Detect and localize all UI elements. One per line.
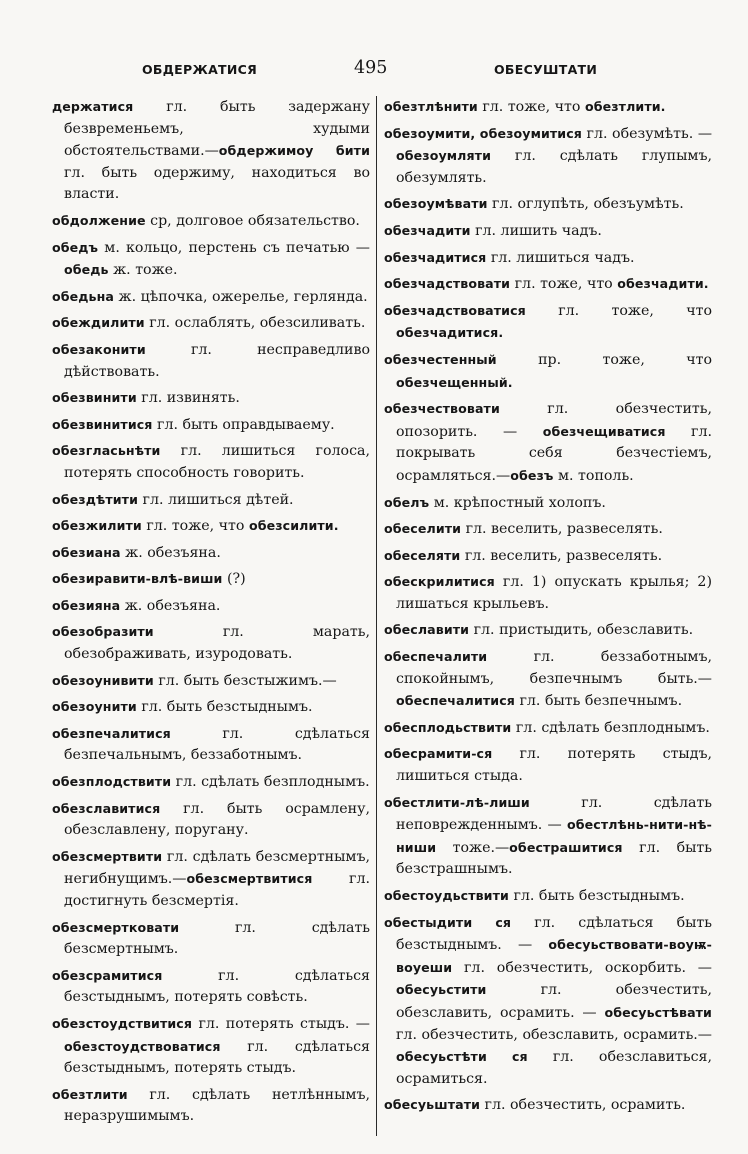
headword: обезчадитися. — [396, 325, 504, 341]
dictionary-entry — [52, 339, 370, 383]
definition-text: гл. лишить чадъ. — [470, 222, 602, 239]
definition-text: гл. пристыдить, обезславить. — [469, 622, 694, 639]
headword: обестрашитися — [509, 839, 623, 855]
column-divider — [376, 96, 377, 1136]
headword: обестоудьствити — [384, 888, 509, 903]
headword: обдолжение — [52, 212, 146, 228]
dictionary-entry — [52, 798, 370, 842]
left-column — [52, 96, 370, 1132]
headword: обезсрамитися — [52, 967, 163, 983]
definition-text: гл. веселить, развеселять. — [460, 547, 663, 564]
definition-text: м. кольцо, перстень съ печатью — — [98, 239, 370, 256]
definition-text: ж. обезъяна. — [120, 597, 221, 614]
definition-text: гл. быть безстыднымъ. — [136, 699, 313, 716]
definition-text: тоже.— — [436, 839, 510, 856]
headword: обезстоудствоватися — [64, 1038, 221, 1054]
headword: обесрамити-ся — [384, 746, 493, 762]
headword: обелъ — [384, 494, 430, 510]
dictionary-entry — [384, 571, 712, 615]
headword: держатися — [52, 99, 134, 114]
dictionary-entry — [384, 193, 712, 216]
definition-text: гл. оглупѣть, обезъумѣть. — [487, 196, 684, 213]
headword: обесуьстѣти ся — [396, 1049, 528, 1065]
headword: обезъ — [510, 467, 554, 483]
definition-text: гл. сдѣлаться безстыднымъ, потерять стыдъ. — [64, 1038, 370, 1077]
headword: обестыдити ся — [384, 914, 512, 930]
headword: обеселити — [384, 521, 462, 537]
dictionary-entry — [52, 696, 370, 719]
dictionary-entry — [384, 300, 712, 345]
dictionary-entry — [52, 515, 370, 538]
dictionary-entry — [384, 398, 712, 487]
headword: обезобразити — [52, 624, 154, 640]
dictionary-entry — [384, 123, 712, 190]
definition-text: гл. тоже, что — [525, 302, 712, 319]
definition-text: гл. потерять стыдъ, лишиться стыда. — [396, 746, 712, 785]
dictionary-entry — [384, 619, 712, 642]
definition-text: гл. обезчестить, обезславить, осрамить.— — [396, 1026, 712, 1043]
dictionary-entry — [384, 545, 712, 568]
headword: обеславити — [384, 622, 470, 638]
right-column — [384, 96, 712, 1121]
dictionary-entry — [52, 387, 370, 410]
definition-text: гл. сдѣлать безплоднымъ. — [511, 719, 710, 736]
headword: обесплодьствити — [384, 719, 512, 735]
definition-text: ж. цѣпочка, ожерелье, герлянда. — [114, 288, 368, 305]
definition-text: гл. обезчестить, осрамить. — [480, 1097, 686, 1114]
definition-text: гл. обезчестить, обезславить, осрамить. — — [396, 982, 712, 1021]
headword: обеселяти — [384, 547, 461, 563]
headword: обезвинити — [52, 390, 137, 406]
headword: обедьна — [52, 288, 115, 304]
dictionary-entry — [52, 237, 370, 282]
headword: обезиана — [52, 544, 121, 560]
headword: обезияна — [52, 597, 121, 613]
headword: обезвинитися — [52, 416, 153, 432]
definition-text: гл. быть одержиму, находиться во власти. — [64, 164, 370, 203]
headword: обезгласьнѣти — [52, 443, 161, 459]
definition-text: гл. беззаботнымъ, спокойнымъ, безпечнымъ быть.— — [396, 649, 712, 687]
dictionary-entry — [52, 210, 370, 233]
headword: обезиравити-влѣ-виши — [52, 571, 223, 587]
dictionary-entry — [384, 717, 712, 740]
definition-text: гл. обезчестить, опозорить. — — [396, 401, 712, 440]
dictionary-entry — [52, 96, 370, 206]
definition-text: гл. потерять стыдъ. — — [192, 1015, 370, 1032]
headword: обесуьстити — [396, 982, 487, 998]
definition-text: гл. обезумѣть. — — [581, 125, 713, 142]
dictionary-entry — [384, 885, 712, 908]
definition-text: гл. лишиться дѣтей. — [138, 491, 294, 508]
headword: обесуьштати — [384, 1097, 481, 1113]
dictionary-entry — [384, 792, 712, 881]
definition-text: гл. лишиться чадъ. — [486, 249, 635, 266]
definition-text: гл. быть задержану безвременьемъ, худыми обстоятельствами.— — [64, 99, 370, 160]
definition-text: гл. сдѣлаться безпечальнымъ, беззаботнымъ. — [64, 725, 370, 764]
definition-text: гл. марать, обезображивать, изуродовать. — [64, 624, 370, 663]
definition-text: ж. обезъяна. — [120, 544, 221, 561]
dictionary-entry — [52, 723, 370, 767]
headword: обезсмертвити — [52, 848, 163, 864]
dictionary-entry — [384, 96, 712, 119]
headword: обезтлити. — [584, 99, 666, 114]
headword: обезчадствовати — [384, 276, 511, 292]
dictionary-entry — [52, 771, 370, 794]
definition-text: гл. достигнуть безсмертія. — [64, 871, 370, 909]
definition-text: гл. веселить, развеселять. — [461, 521, 663, 538]
definition-text: гл. тоже, что — [141, 518, 249, 535]
dictionary-entry — [384, 912, 712, 1091]
definition-text: гл. сдѣлаться безстыднымъ, потерять совѣсть. — [64, 967, 370, 1006]
headword: обеждилити — [52, 315, 145, 331]
headword: обезжилити — [52, 518, 142, 534]
dictionary-entry — [52, 286, 370, 309]
headword: обезтлѣнити — [384, 99, 478, 114]
definition-text: гл. сдѣлать неповрежденнымъ. — — [396, 794, 712, 834]
headword: обезчещиватися — [542, 423, 666, 439]
dictionary-entry — [384, 518, 712, 541]
headword: обеспечалити — [384, 649, 488, 665]
dictionary-entry — [384, 273, 712, 296]
headword: обезчествовати — [384, 401, 500, 417]
dictionary-entry — [52, 489, 370, 512]
dictionary-entry — [52, 621, 370, 665]
dictionary-entry — [384, 646, 712, 713]
dictionary-entry — [52, 965, 370, 1009]
definition-text: гл. обезславиться, осрамиться. — [396, 1049, 712, 1087]
dictionary-entry — [384, 349, 712, 394]
definition-text: м. тополь. — [553, 467, 634, 484]
headword: обесуьстѣвати — [604, 1004, 712, 1020]
dictionary-entry — [52, 595, 370, 618]
dictionary-entry — [52, 414, 370, 437]
headword: обезчадитися — [384, 249, 487, 265]
headword: обезчадити. — [617, 276, 709, 292]
dictionary-entry — [52, 846, 370, 913]
dictionary-entry — [52, 670, 370, 693]
definition-text: гл. быть безстыжимъ.— — [153, 672, 337, 689]
page-header — [0, 58, 748, 84]
headword: обезоунивити — [52, 672, 154, 688]
page-number: 495 — [354, 58, 388, 78]
definition-text: гл. лишиться голоса, потерять способность говорить. — [64, 443, 370, 481]
dictionary-entry — [384, 1094, 712, 1117]
dictionary-entry — [52, 917, 370, 961]
definition-text: (?) — [222, 571, 246, 588]
headword: обезсмертвитися — [186, 871, 313, 887]
headword: обезплодствити — [52, 774, 172, 790]
headword: обедь — [64, 262, 109, 278]
dictionary-entry — [52, 568, 370, 591]
dictionary-entry — [52, 440, 370, 484]
dictionary-entry — [52, 542, 370, 565]
headword: обезпечалитися — [52, 725, 171, 741]
definition-text: гл. быть безстыднымъ. — [508, 888, 685, 904]
headword: обезоумити, обезоумитися — [384, 125, 582, 141]
headword: обескрилитися — [384, 574, 495, 590]
headword: обезчадствоватися — [384, 302, 526, 318]
headword: обеспечалитися — [396, 693, 515, 709]
headword: обезславитися — [52, 800, 161, 816]
definition-text: гл. извинять. — [136, 390, 240, 407]
definition-text: гл. несправедливо дѣйствовать. — [64, 341, 370, 380]
definition-text: гл. сдѣлать безсмертнымъ. — [64, 919, 370, 958]
headword: обезчещенный. — [396, 374, 513, 390]
headword: обесуьствовати-воуѭ-воуеши — [396, 937, 712, 975]
definition-text: м. крѣпостный холопъ. — [429, 494, 606, 511]
headword: обестлити-лѣ-лиши — [384, 794, 530, 810]
headword: обезоунити — [52, 699, 137, 715]
definition-text: гл. покрывать себя безчестіемъ, осрамляться.— — [396, 423, 712, 484]
headword: обезчадити — [384, 222, 471, 238]
headword: обезоумѣвати — [384, 196, 488, 212]
definition-text: гл. тоже, что — [510, 276, 618, 293]
headword: обезтлити — [52, 1086, 128, 1102]
right-running-head: ОБЕСУШТАТИ — [494, 62, 598, 77]
definition-text: гл. быть осрамлену, обезславлену, поругану. — [64, 800, 370, 839]
definition-text: гл. сдѣлаться быть безстыднымъ. — — [396, 914, 712, 954]
headword: обдержимоу бити — [218, 143, 370, 159]
headword: обедъ — [52, 239, 99, 255]
definition-text: гл. быть безпечнымъ. — [514, 693, 683, 710]
definition-text: гл. 1) опускать крылья; 2) лишаться крыльевъ. — [396, 574, 712, 612]
dictionary-entry — [52, 1084, 370, 1128]
definition-text: гл. быть безстрашнымъ. — [396, 839, 712, 878]
definition-text: ж. тоже. — [108, 262, 178, 279]
definition-text: гл. тоже, что — [477, 99, 585, 115]
definition-text: гл. сдѣлать безсмертнымъ, негибнущимъ.— — [64, 848, 370, 888]
definition-text: ср, долговое обязательство. — [145, 212, 360, 229]
dictionary-entry — [384, 743, 712, 787]
dictionary-entry — [384, 492, 712, 515]
definition-text: гл. ослаблять, обезсиливать. — [144, 315, 366, 332]
headword: обезоумляти — [396, 148, 491, 164]
headword: обезсмертковати — [52, 919, 180, 935]
headword: обездѣтити — [52, 491, 138, 507]
definition-text: гл. сдѣлать нетлѣннымъ, неразрушимымъ. — [64, 1086, 370, 1125]
left-running-head: ОБДЕРЖАТИСЯ — [142, 62, 258, 77]
definition-text: пр. тоже, что — [496, 351, 712, 368]
headword: обестлѣнь-нити-нѣ-ниши — [396, 817, 712, 855]
headword: обезаконити — [52, 341, 146, 357]
definition-text: гл. обезчестить, оскорбить. — — [452, 959, 712, 976]
definition-text: гл. сдѣлать безплоднымъ. — [171, 774, 370, 791]
headword: обезчестенный — [384, 351, 497, 367]
definition-text: гл. быть оправдываему. — [152, 416, 335, 433]
dictionary-entry — [52, 1013, 370, 1080]
definition-text: гл. сдѣлать глупымъ, обезумлять. — [396, 148, 712, 186]
dictionary-entry — [384, 247, 712, 270]
dictionary-entry — [384, 220, 712, 243]
dictionary-entry — [52, 312, 370, 335]
headword: обезстоудствитися — [52, 1015, 193, 1031]
headword: обезсилити. — [248, 518, 339, 534]
